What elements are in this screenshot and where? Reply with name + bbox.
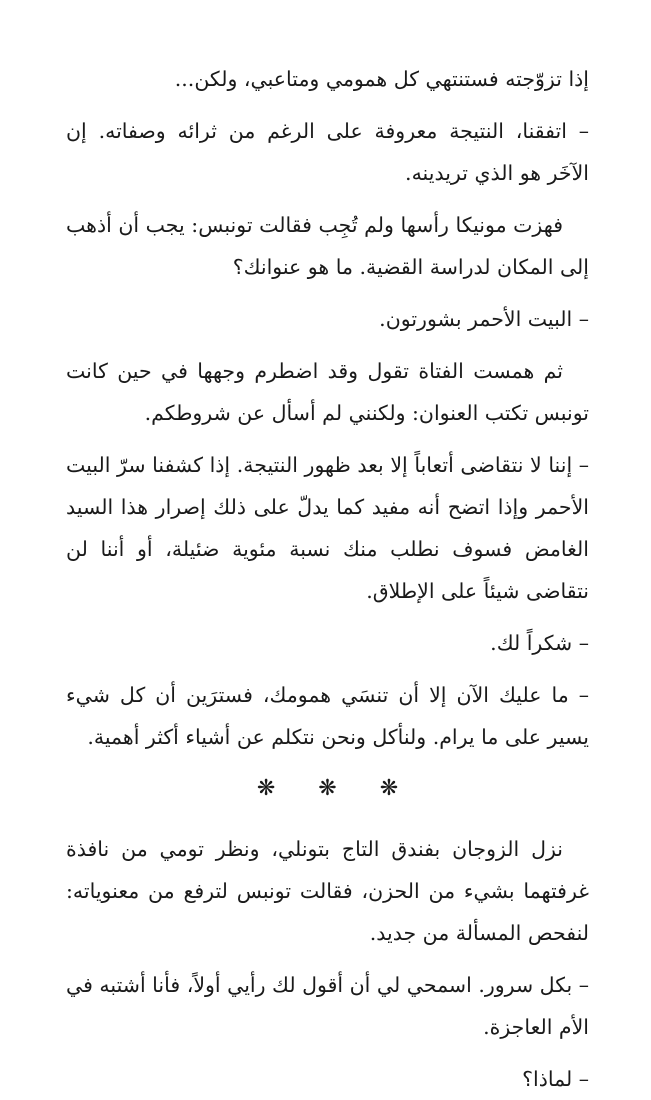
paragraph: – إننا لا نتقاضى أتعاباً إلا بعد ظهور النتيجة. إذا كشفنا سرّ البيت الأحمر وإذا اتضح أنه مفيد كما يدلّ على ذلك إصرار هذا السيد الغامض فسوف نطلب منك نسبة مئوية ضئيلة، أو أننا لن نتقاضى شيئاً على الإطلاق. <box>66 453 589 603</box>
paragraph: – ما عليك الآن إلا أن تنسَي همومك، فسترَين أن كل شيء يسير على ما يرام. ولنأكل ونحن نتكلم عن أشياء أكثر أهمية. <box>66 683 589 749</box>
paragraph: ثم همست الفتاة تقول وقد اضطرم وجهها في حين كانت تونبس تكتب العنوان: ولكنني لم أسأل عن شروطكم. <box>66 359 589 425</box>
paragraph: – شكراً لك. <box>490 631 589 655</box>
paragraph: فهزت مونيكا رأسها ولم تُجِب فقالت تونبس: يجب أن أذهب إلى المكان لدراسة القضية. ما هو عنوانك؟ <box>66 213 589 279</box>
paragraph: – لماذا؟ <box>522 1067 589 1091</box>
section-separator: ❋ ❋ ❋ <box>256 776 417 801</box>
paragraph: نزل الزوجان بفندق التاج بتونلي، ونظر تومي من نافذة غرفتهما بشيء من الحزن، فقالت تونبس لترفع من معنوياته: لنفحص المسألة من جديد. <box>66 837 589 945</box>
paragraph: – البيت الأحمر بشورتون. <box>379 307 589 331</box>
paragraph: – بكل سرور. اسمحي لي أن أقول لك رأيي أولاً، فأنا أشتبه في الأم العاجزة. <box>66 973 589 1039</box>
paragraph: – اتفقنا، النتيجة معروفة على الرغم من ثرائه وصفاته. إن الآخَر هو الذي تريدينه. <box>66 119 589 185</box>
paragraph: إذا تزوّجته فستنتهي كل همومي ومتاعبي، ولكن... <box>174 67 589 91</box>
